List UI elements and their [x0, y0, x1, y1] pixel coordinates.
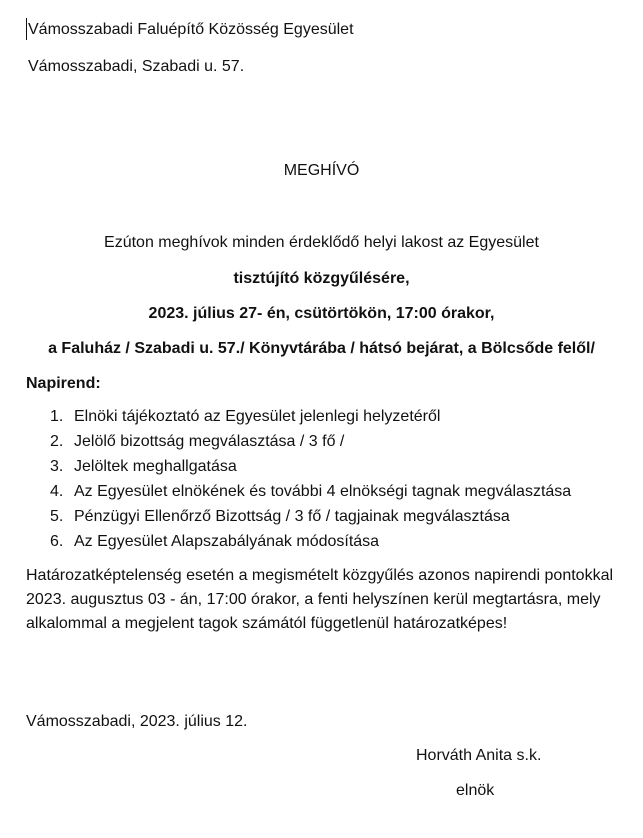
list-item-number: 6. [50, 533, 64, 550]
list-item [50, 454, 571, 479]
list-item [50, 404, 571, 429]
list-item-number: 4. [50, 483, 64, 500]
agenda-list [50, 404, 571, 554]
list-item-number: 2. [50, 433, 64, 450]
list-item-text: Jelölő bizottság megválasztása / 3 fő / [74, 433, 345, 450]
list-item-text: Pénzügyi Ellenőrző Bizottság / 3 fő / tagjainak megválasztása [74, 508, 510, 525]
place-and-date: Vámosszabadi, 2023. július 12. [26, 713, 248, 730]
quorum-notice: Határozatképtelenség esetén a megismételt közgyűlés azonos napirendi pontokkal 2023. augusztus 03 - án, 17:00 órakor, a fenti helyszínen kerül megtartásra, mely alkalommal a megjelent tagok számától függetlenül határozatképes! [26, 567, 614, 632]
meeting-location: a Faluház / Szabadi u. 57./ Könyvtárába / hátsó bejárat, a Bölcsőde felől/ [48, 340, 595, 357]
meeting-date: 2023. július 27- én, csütörtökön, 17:00 órakor, [148, 305, 495, 322]
list-item-text: Elnöki tájékoztató az Egyesület jelenlegi helyzetéről [74, 408, 441, 425]
list-item-text: Az Egyesület Alapszabályának módosítása [74, 533, 380, 550]
list-item-text: Jelöltek meghallgatása [74, 458, 237, 475]
list-item [50, 479, 571, 504]
list-item [50, 429, 571, 454]
list-item-number: 3. [50, 458, 64, 475]
list-item [50, 529, 571, 554]
signer-role: elnök [456, 782, 495, 799]
signer-name: Horváth Anita s.k. [416, 747, 542, 764]
list-item-number: 1. [50, 408, 64, 425]
organization-name: Vámosszabadi Faluépítő Közösség Egyesület [28, 21, 354, 38]
document-title: MEGHÍVÓ [283, 162, 360, 179]
list-item-text: Az Egyesület elnökének és további 4 elnökségi tagnak megválasztása [74, 483, 572, 500]
list-item [50, 504, 571, 529]
agenda-heading: Napirend: [26, 375, 101, 392]
list-item-number: 5. [50, 508, 64, 525]
organization-address: Vámosszabadi, Szabadi u. 57. [28, 58, 245, 75]
intro-line-1: Ezúton meghívok minden érdeklődő helyi lakost az Egyesület [104, 234, 539, 251]
text-cursor [26, 18, 27, 40]
intro-line-2: tisztújító közgyűlésére, [233, 270, 410, 287]
